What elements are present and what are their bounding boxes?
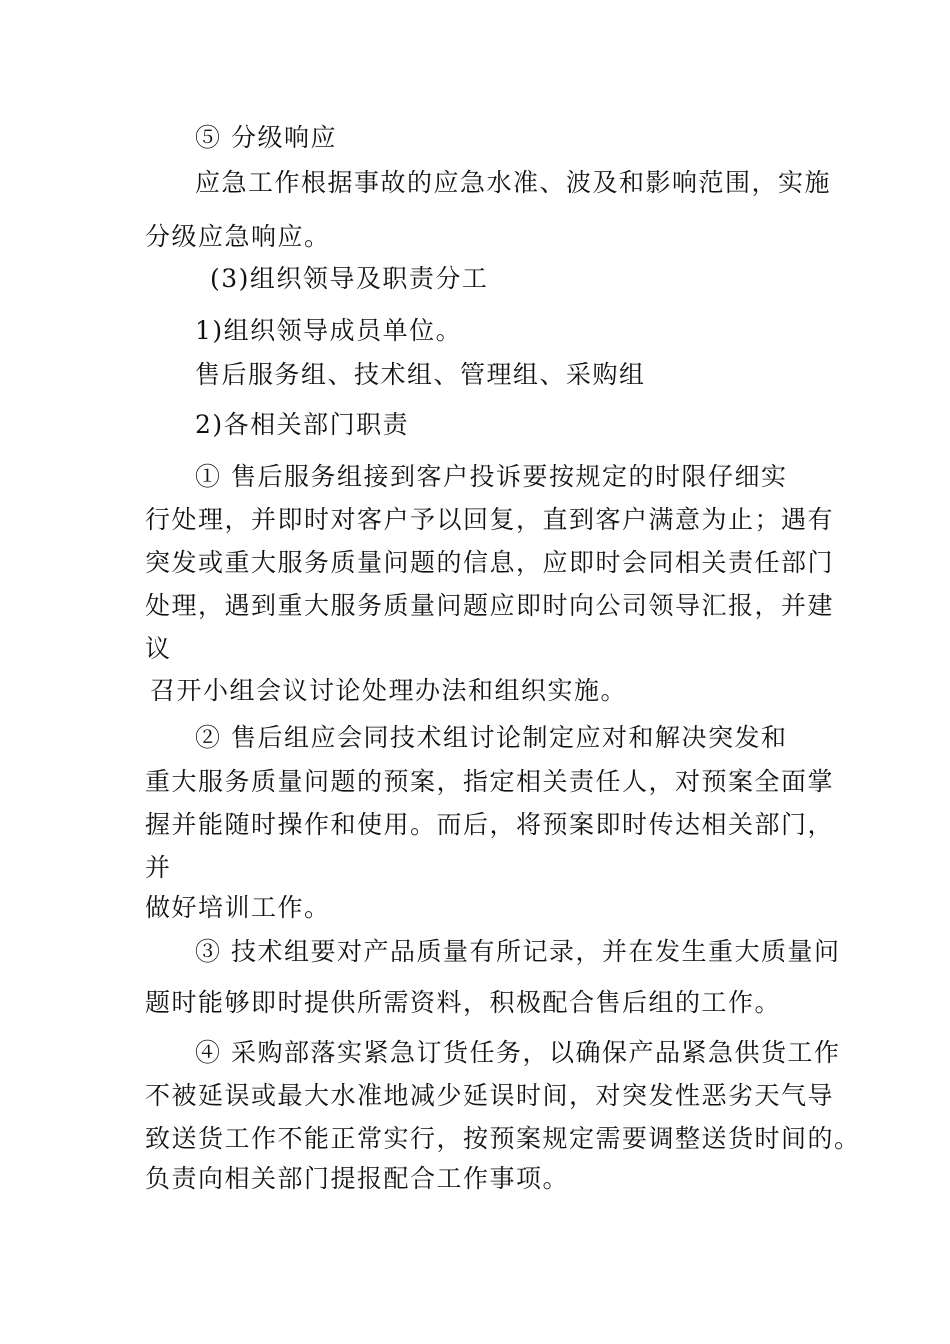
- duty-3-line-2: 题时能够即时提供所需资料，积极配合售后组的工作。: [145, 988, 782, 1017]
- duties-heading: 2)各相关部门职责: [195, 410, 410, 439]
- duty-4-line-4: 负责向相关部门提报配合工作事项。: [145, 1164, 570, 1193]
- duty-1-line-4: 处理，遇到重大服务质量问题应即时向公司领导汇报，并建: [145, 591, 835, 620]
- duty-2-line-5: 做好培训工作。: [145, 893, 331, 922]
- duty-1-line-5: 议: [145, 634, 172, 663]
- duty-4-line-3: 致送货工作不能正常实行，按预案规定需要调整送货时间的。: [145, 1124, 861, 1153]
- duty-3-line-1: ③ 技术组要对产品质量有所记录，并在发生重大质量问: [195, 937, 841, 966]
- duty-1-line-6: 召开小组会议讨论处理办法和组织实施。: [150, 676, 628, 705]
- duty-2-line-2: 重大服务质量问题的预案，指定相关责任人，对预案全面掌: [145, 767, 835, 796]
- org-heading: 1)组织领导成员单位。: [195, 316, 463, 345]
- section-3-heading: (3)组织领导及职责分工: [210, 264, 489, 293]
- duty-2-line-3: 握并能随时操作和使用。而后，将预案即时传达相关部门，: [145, 810, 835, 839]
- section-5-body-line-1: 应急工作根据事故的应急水准、波及和影响范围，实施: [195, 168, 832, 197]
- section-5-body-line-2: 分级应急响应。: [145, 222, 331, 251]
- duty-1-line-3: 突发或重大服务质量问题的信息，应即时会同相关责任部门: [145, 548, 835, 577]
- duty-2-line-1: ② 售后组应会同技术组讨论制定应对和解决突发和: [195, 723, 788, 752]
- duty-1-line-1: ① 售后服务组接到客户投诉要按规定的时限仔细实: [195, 462, 788, 491]
- duty-2-line-4: 并: [145, 853, 172, 882]
- duty-1-line-2: 行处理，并即时对客户予以回复，直到客户满意为止；遇有: [145, 505, 835, 534]
- duty-4-line-2: 不被延误或最大水准地减少延误时间，对突发性恶劣天气导: [145, 1081, 835, 1110]
- duty-4-line-1: ④ 采购部落实紧急订货任务，以确保产品紧急供货工作: [195, 1038, 841, 1067]
- section-5-heading: ⑤ 分级响应: [195, 123, 337, 152]
- org-units: 售后服务组、技术组、管理组、采购组: [195, 360, 646, 389]
